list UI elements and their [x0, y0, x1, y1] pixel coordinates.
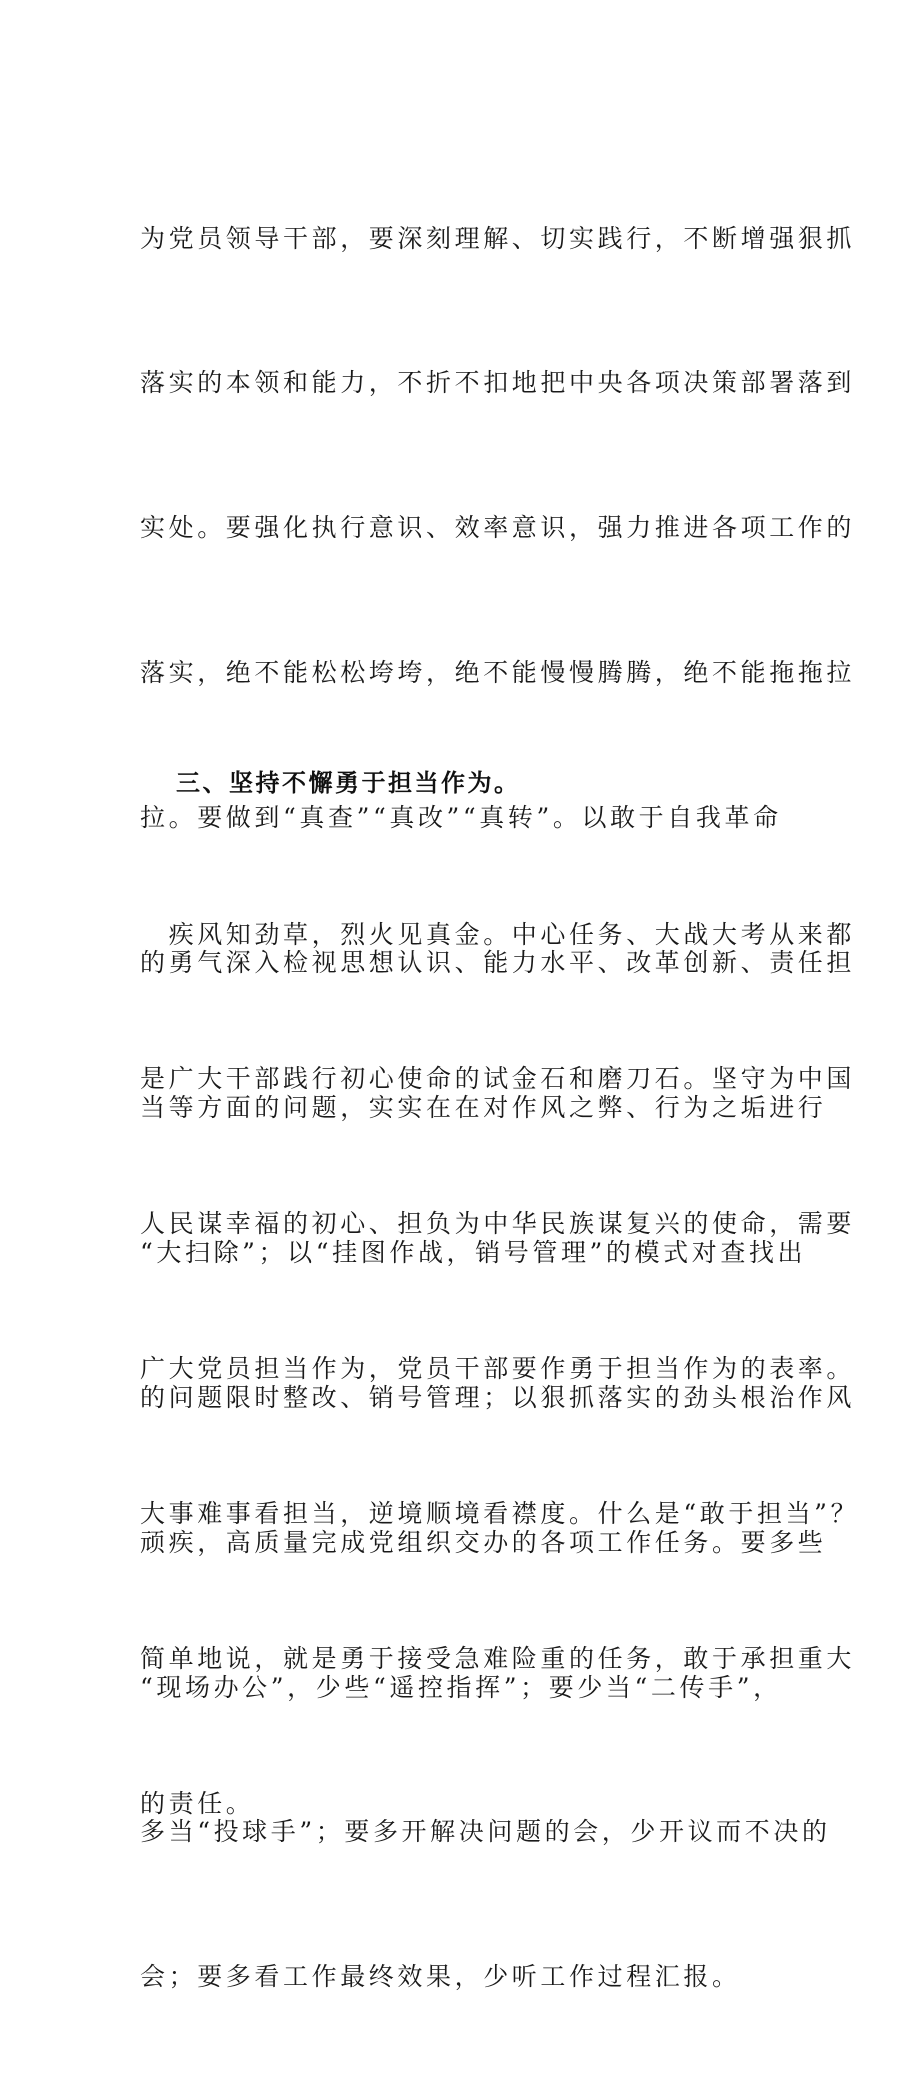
paragraph-line: 为党员领导干部，要深刻理解、切实践行，不断增强狠抓 [140, 223, 856, 253]
paragraph-line: 拉。要做到“真查”“真改”“真转”。以敢于自我革命 [140, 803, 782, 833]
paragraph-line: 落实的本领和能力，不折不扣地把中央各项决策部署落到 [140, 368, 856, 398]
paragraph-line: 简单地说，就是勇于接受急难险重的任务，敢于承担重大 [140, 1644, 856, 1674]
paragraph-line: “现场办公”，少些“遥控指挥”；要少当“二传手”， [140, 1672, 782, 1702]
paragraph-line: 顽疾，高质量完成党组织交办的各项工作任务。要多些 [140, 1527, 827, 1557]
paragraph-line: 的勇气深入检视思想认识、能力水平、改革创新、责任担 [140, 948, 856, 978]
paragraph-line: 人民谋幸福的初心、担负为中华民族谋复兴的使命，需要 [140, 1209, 856, 1239]
paragraph-line: 大事难事看担当，逆境顺境看襟度。什么是“敢于担当”？ [140, 1499, 860, 1529]
paragraph-line: 的责任。 [140, 1788, 255, 1818]
paragraph-line: 会；要多看工作最终效果，少听工作过程汇报。 [140, 1962, 741, 1992]
paragraph-line: 是广大干部践行初心使命的试金石和磨刀石。坚守为中国 [140, 1064, 856, 1094]
section-heading: 三、坚持不懈勇于担当作为。 [176, 769, 521, 797]
paragraph-line: 实处。要强化执行意识、效率意识，强力推进各项工作的 [140, 513, 856, 543]
paragraph-2 [140, 814, 860, 1925]
paragraph-line: “大扫除”；以“挂图作战，销号管理”的模式对查找出 [140, 1237, 807, 1267]
paragraph-line: 落实，绝不能松松垮垮，绝不能慢慢腾腾，绝不能拖拖拉 [140, 658, 856, 688]
paragraph-line: 的问题限时整改、销号管理；以狠抓落实的劲头根治作风 [140, 1382, 856, 1412]
paragraph-line: 疾风知劲草，烈火见真金。中心任务、大战大考从来都 [140, 919, 856, 949]
paragraph-line: 当等方面的问题，实实在在对作风之弊、行为之垢进行 [140, 1092, 827, 1122]
paragraph-line: 广大党员担当作为，党员干部要作勇于担当作为的表率。 [140, 1354, 856, 1384]
paragraph-line: 多当“投球手”；要多开解决问题的会，少开议而不决的 [140, 1817, 831, 1847]
